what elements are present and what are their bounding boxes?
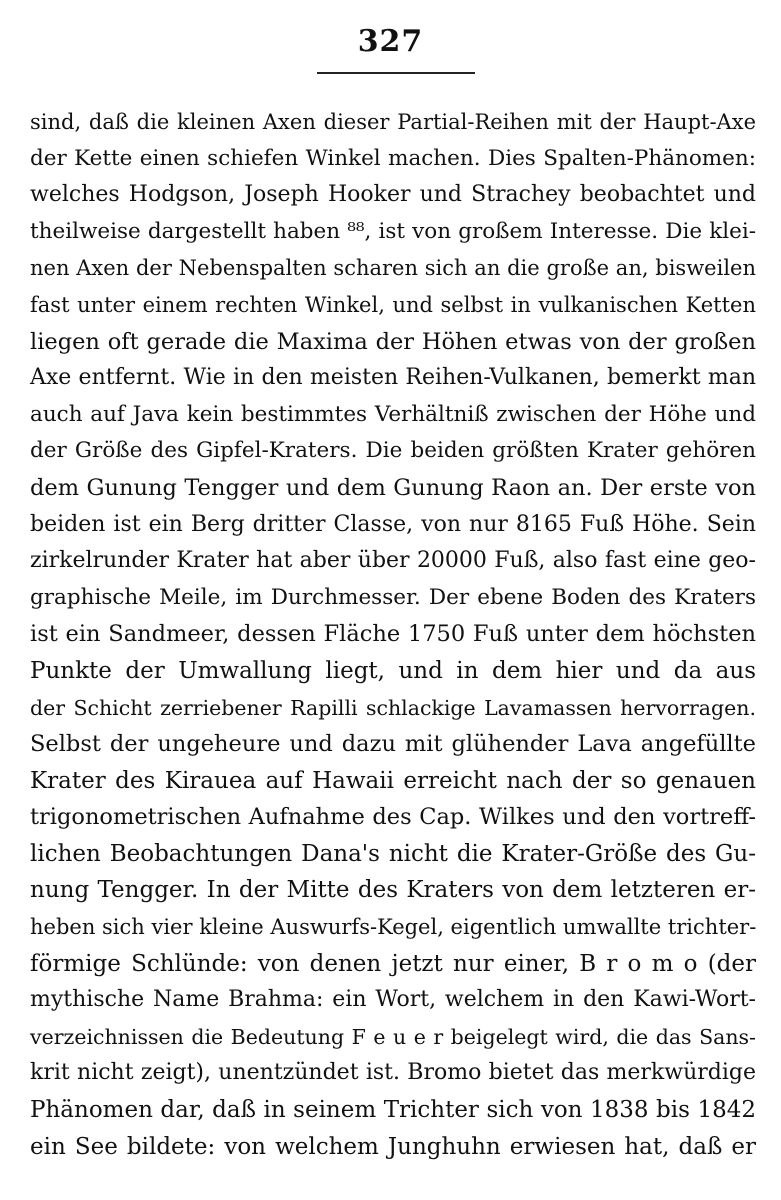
page-number: 327 bbox=[357, 24, 424, 59]
text-line: Phänomen dar, daß in seinem Trichter sich von 1838 bis 1842 bbox=[30, 1097, 756, 1124]
body-text bbox=[30, 104, 756, 1165]
text-line: ist ein Sandmeer, dessen Fläche 1750 Fuß unter dem höchsten bbox=[30, 621, 756, 648]
text-line: Punkte der Umwallung liegt, und in dem hier und da aus bbox=[30, 657, 756, 684]
text-line: lichen Beobachtungen Dana's nicht die Krater-Größe des Gu- bbox=[30, 840, 756, 867]
text-line: graphische Meile, im Durchmesser. Der ebene Boden des Kraters bbox=[30, 584, 756, 610]
text-line: förmige Schlünde: von denen jetzt nur einer, B r o m o (der bbox=[30, 950, 756, 977]
text-line: ein See bildete: von welchem Junghuhn erwiesen hat, daß er bbox=[30, 1133, 756, 1160]
text-line: auch auf Java kein bestimmtes Verhältniß zwischen der Höhe und bbox=[30, 401, 756, 427]
text-line: krit nicht zeigt), unentzündet ist. Bromo bietet das merkwürdige bbox=[30, 1060, 756, 1086]
text-line: der Kette einen schiefen Winkel machen. Dies Spalten-Phänomen: bbox=[30, 145, 756, 171]
text-line: heben sich vier kleine Auswurfs-Kegel, eigentlich umwallte trichter- bbox=[30, 915, 757, 940]
text-line: verzeichnissen die Bedeutung F e u e r beigelegt wird, die das Sans- bbox=[30, 1024, 756, 1049]
text-line: welches Hodgson, Joseph Hooker und Strachey beobachtet und bbox=[30, 182, 756, 208]
text-line: beiden ist ein Berg dritter Classe, von nur 8165 Fuß Höhe. Sein bbox=[30, 511, 756, 537]
text-line: trigonometrischen Aufnahme des Cap. Wilkes und den vortreff- bbox=[30, 804, 756, 831]
header-rule bbox=[317, 72, 475, 74]
text-line: dem Gunung Tengger und dem Gunung Raon an. Der erste von bbox=[30, 474, 756, 501]
text-line: fast unter einem rechten Winkel, und selbst in vulkanischen Ketten bbox=[30, 292, 756, 317]
text-line: nung Tengger. In der Mitte des Kraters von dem letzteren er- bbox=[30, 877, 756, 904]
text-line: zirkelrunder Krater hat aber über 20000 Fuß, also fast eine geo- bbox=[30, 548, 756, 574]
text-line: sind, daß die kleinen Axen dieser Partial-Reihen mit der Haupt-Axe bbox=[30, 110, 756, 134]
text-line: der Schicht zerriebener Rapilli schlackige Lavamassen hervorragen. bbox=[30, 695, 756, 720]
text-line: nen Axen der Nebenspalten scharen sich an die große an, bisweilen bbox=[30, 256, 756, 281]
text-line: mythische Name Brahma: ein Wort, welchem in den Kawi-Wort- bbox=[30, 987, 756, 1013]
text-line: liegen oft gerade die Maxima der Höhen etwas von der großen bbox=[30, 328, 756, 355]
text-line: Krater des Kiraueа auf Hawaii erreicht nach der so genauen bbox=[30, 767, 756, 794]
text-line: Selbst der ungeheure und dazu mit glühender Lava angefüllte bbox=[30, 731, 756, 758]
text-line: theilweise dargestellt haben ⁸⁸, ist von großem Interesse. Die klei- bbox=[30, 218, 756, 244]
text-line: Axe entfernt. Wie in den meisten Reihen-Vulkanen, bemerkt man bbox=[30, 365, 756, 391]
text-line: der Größe des Gipfel-Kraters. Die beiden größten Krater gehören bbox=[30, 438, 756, 464]
